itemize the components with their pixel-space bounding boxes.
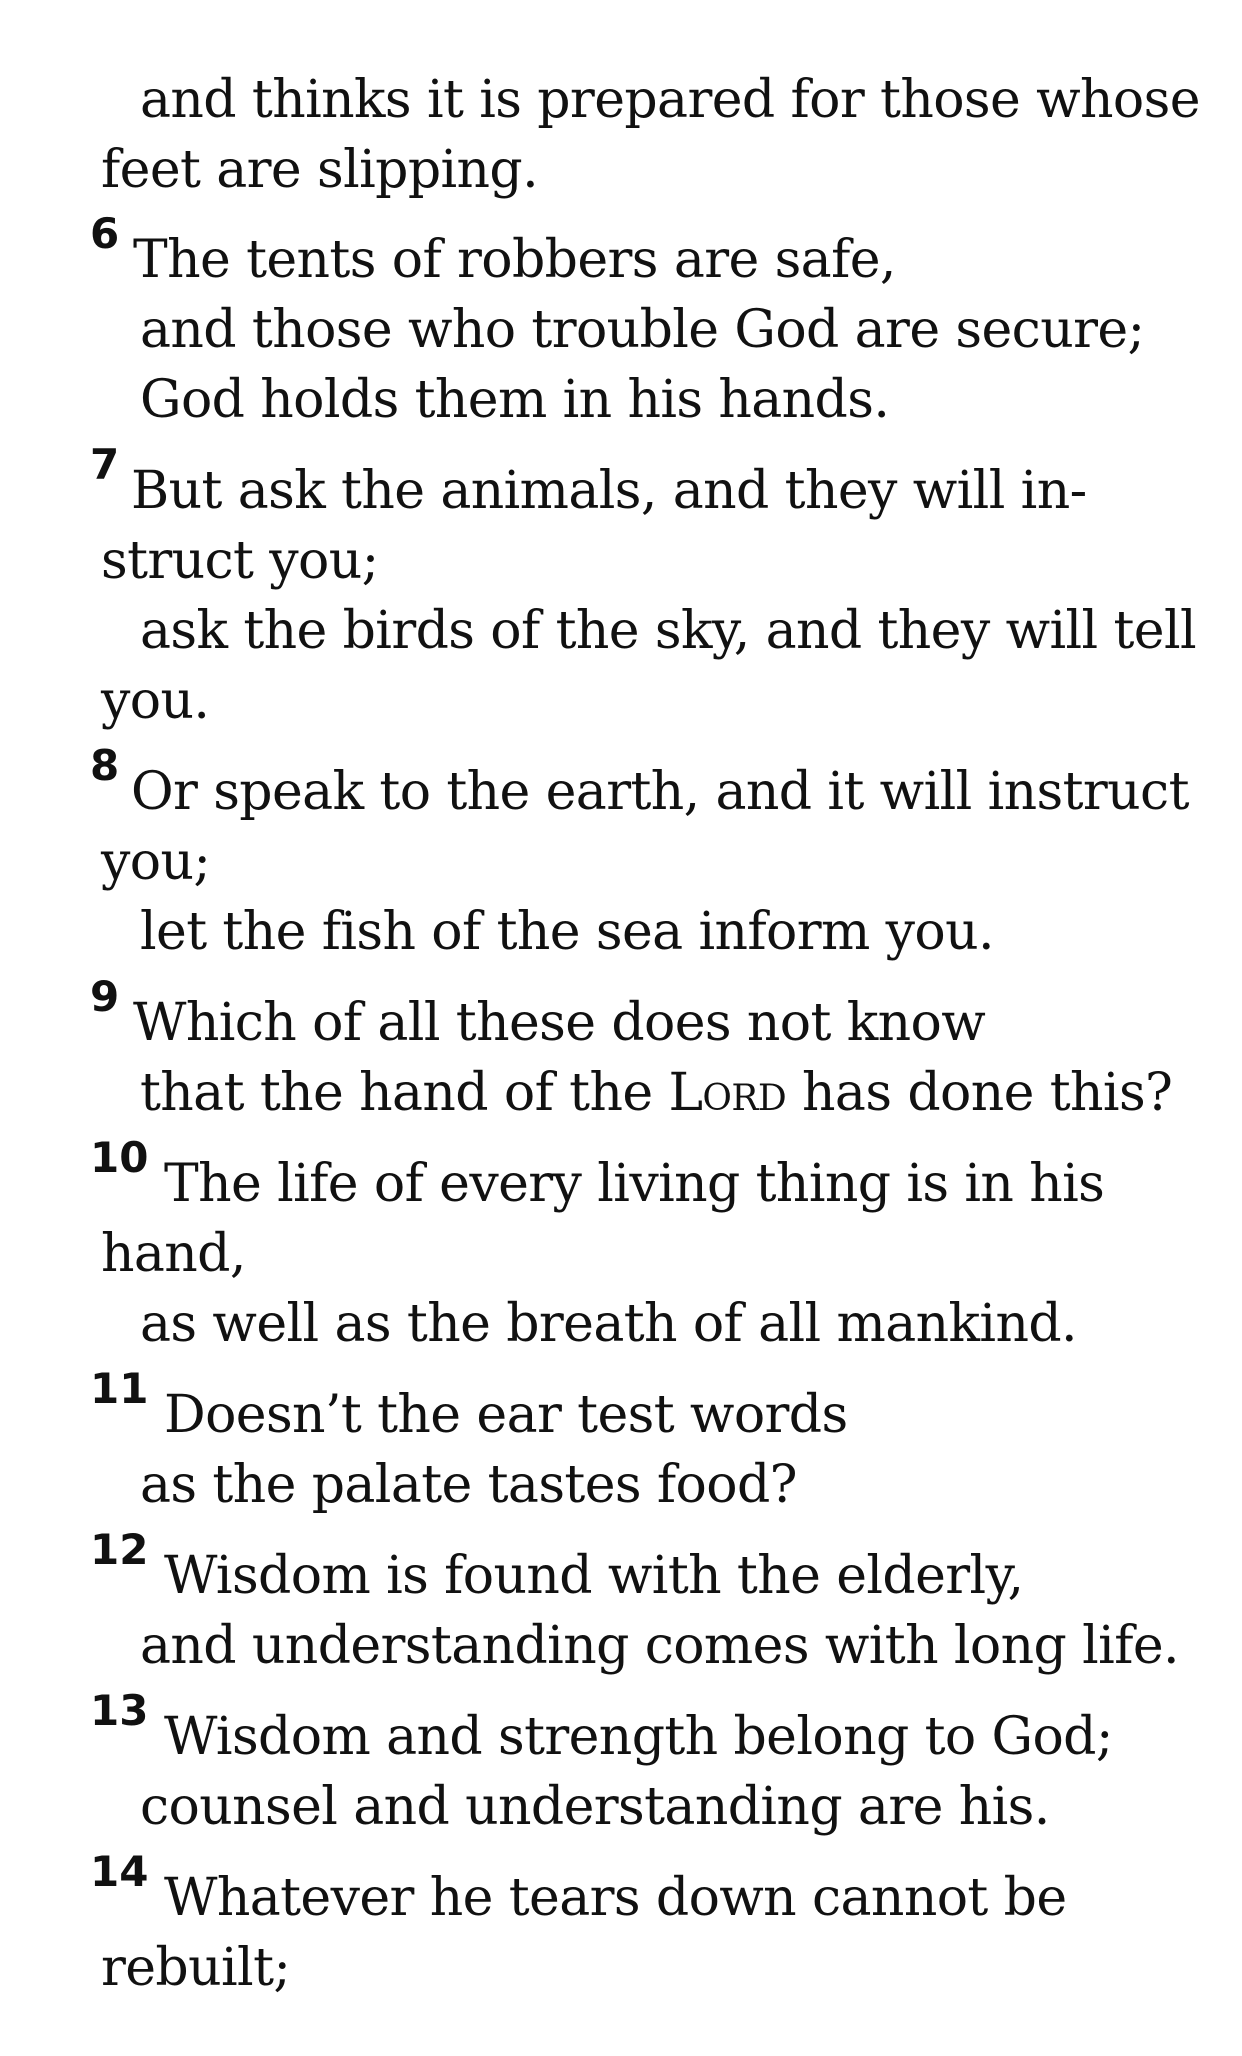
verse-line: struct you; bbox=[101, 531, 379, 591]
verse-text: that the hand of the bbox=[140, 1063, 669, 1123]
verse-line: rebuilt; bbox=[101, 1938, 291, 1998]
verse-number: 13 bbox=[90, 1686, 149, 1735]
verse-line: counsel and understanding are his. bbox=[140, 1777, 1050, 1837]
verse-line: as the palate tastes food? bbox=[140, 1455, 797, 1515]
verse-line: and thinks it is prepared for those whose bbox=[140, 70, 1200, 130]
verse-line: Or speak to the earth, and it will instruct bbox=[131, 762, 1189, 822]
verse-line: and understanding comes with long life. bbox=[140, 1616, 1179, 1676]
divine-name: Lord bbox=[668, 1063, 787, 1123]
verse-line: God holds them in his hands. bbox=[140, 370, 890, 430]
verse-line bbox=[140, 1063, 1173, 1123]
verse-line: let the fish of the sea inform you. bbox=[140, 902, 994, 962]
verse-line: Doesn’t the ear test words bbox=[164, 1385, 848, 1445]
verse-number: 11 bbox=[90, 1364, 149, 1413]
verse-line: as well as the breath of all mankind. bbox=[140, 1294, 1077, 1354]
verse-line: Wisdom and strength belong to God; bbox=[164, 1707, 1113, 1767]
verse-text: has done this? bbox=[786, 1063, 1173, 1123]
verse-number: 9 bbox=[90, 972, 120, 1021]
verse-line: you. bbox=[101, 671, 210, 731]
verse-number: 10 bbox=[90, 1133, 149, 1182]
verse-line: feet are slipping. bbox=[101, 140, 539, 200]
verse-number: 14 bbox=[90, 1847, 149, 1896]
verse-number: 8 bbox=[90, 741, 120, 790]
verse-line: The life of every living thing is in his bbox=[164, 1154, 1105, 1214]
verse-line: Wisdom is found with the elderly, bbox=[164, 1546, 1024, 1606]
verse-line: hand, bbox=[101, 1224, 246, 1284]
verse-line: The tents of robbers are safe, bbox=[133, 230, 896, 290]
verse-number: 6 bbox=[90, 209, 120, 258]
verse-line: Whatever he tears down cannot be bbox=[164, 1868, 1067, 1928]
verse-line: But ask the animals, and they will in- bbox=[131, 461, 1087, 521]
verse-line: ask the birds of the sky, and they will tell bbox=[140, 601, 1197, 661]
verse-line: Which of all these does not know bbox=[133, 993, 986, 1053]
verse-number: 7 bbox=[90, 440, 120, 489]
verse-line: you; bbox=[101, 832, 211, 892]
verse-line: and those who trouble God are secure; bbox=[140, 300, 1145, 360]
verse-number: 12 bbox=[90, 1525, 149, 1574]
